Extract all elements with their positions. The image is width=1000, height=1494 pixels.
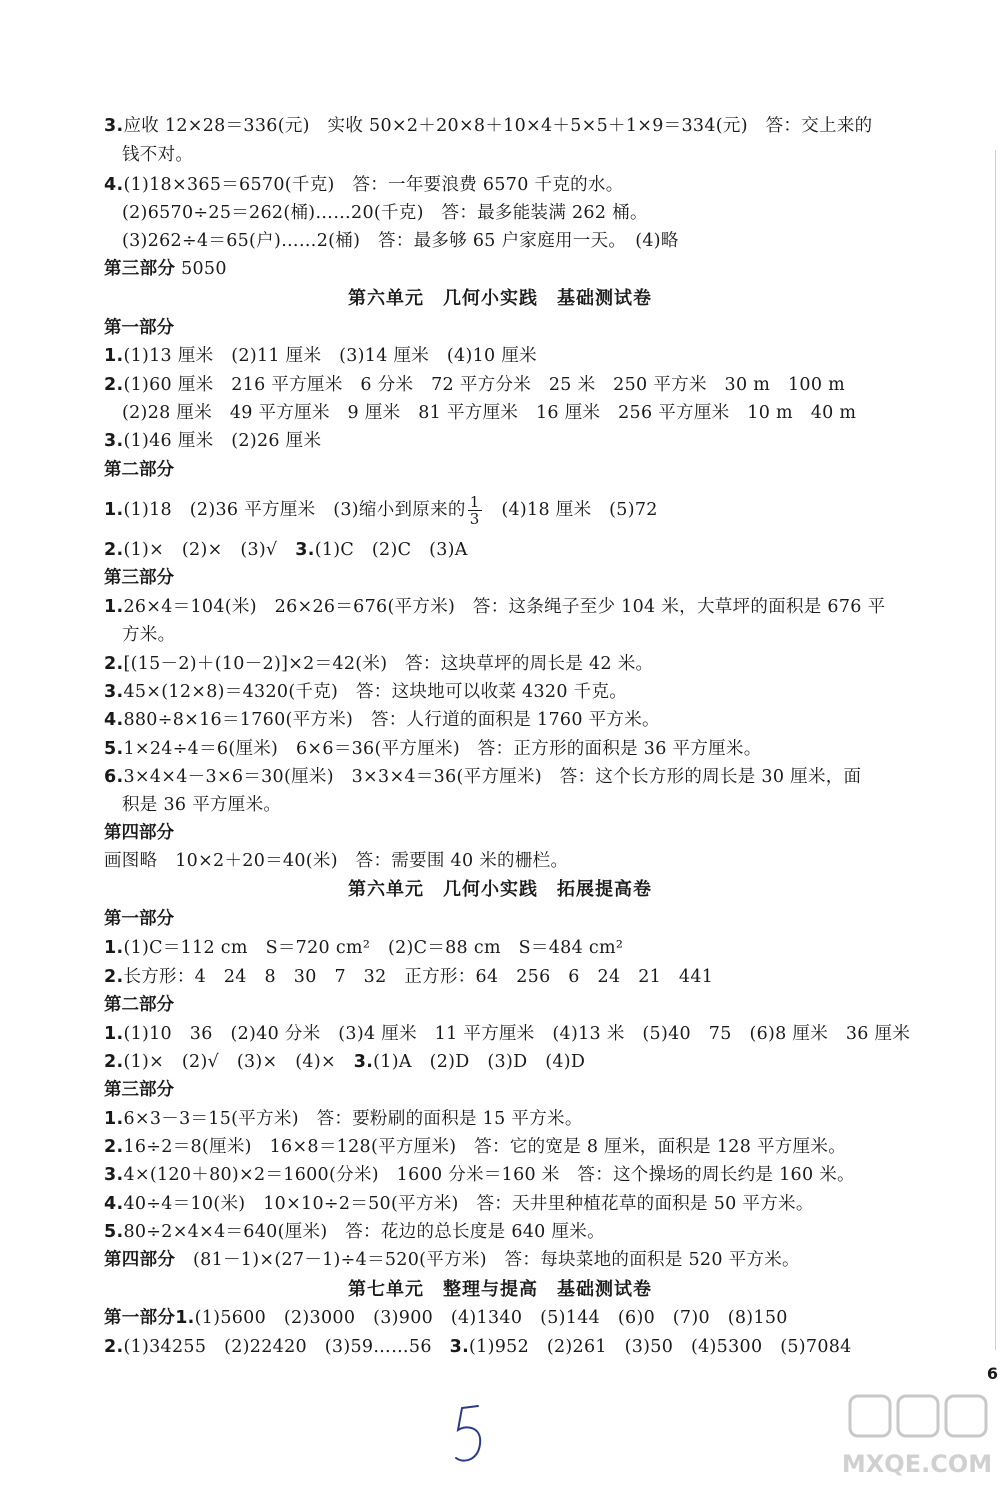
fraction: $\frac{1}{3}$ — [469, 493, 480, 528]
section-head: 第一部分 — [104, 909, 174, 929]
section-head: 第一部分 — [104, 318, 174, 338]
answer-line: 2.(1)× (2)× (3)√ 3.(1)C (2)C (3)A — [104, 540, 468, 560]
handwritten-mark — [448, 1400, 488, 1470]
section-head: 第二部分 — [104, 460, 174, 480]
answer-line: 积是 36 平方厘米。 — [122, 795, 282, 815]
section-head: 第三部分 — [104, 568, 174, 588]
section-head: 第二部分 — [104, 995, 174, 1015]
answer-line: 1.6×3－3＝15(平方米) 答：要粉刷的面积是 15 平方米。 — [104, 1109, 583, 1129]
answer-line: 2.[(15－2)＋(10－2)]×2＝42(米) 答：这块草坪的周长是 42 米。 — [104, 654, 654, 674]
answer-line: 4.(1)18×365＝6570(千克) 答：一年要浪费 6570 千克的水。 — [104, 175, 624, 195]
answer-line: 1.26×4＝104(米) 26×26＝676(平方米) 答：这条绳子至少 104 米，大草坪的面积是 676 平 — [104, 597, 886, 617]
answer-line: (2)6570÷25＝262(桶)……20(千克) 答：最多能装满 262 桶。 — [122, 203, 648, 223]
unit-title: 第六单元 几何小实践 拓展提高卷 — [348, 879, 652, 900]
answer-line: 4.880÷8×16＝1760(平方米) 答：人行道的面积是 1760 平方米。 — [104, 710, 660, 730]
watermark-logo — [842, 1390, 992, 1482]
answer-line: 钱不对。 — [122, 145, 194, 165]
section-head: 第四部分 — [104, 823, 174, 843]
answer-line: 1.(1)10 36 (2)40 分米 (3)4 厘米 11 平方厘米 (4)13 米 (5)40 75 (6)8 厘米 36 厘米 — [104, 1024, 911, 1044]
answer-line: 5.80÷2×4×4＝640(厘米) 答：花边的总长度是 640 厘米。 — [104, 1222, 605, 1242]
answer-line: (2)28 厘米 49 平方厘米 9 厘米 81 平方厘米 16 厘米 256 平方厘米 10 m 40 m — [122, 403, 857, 423]
answer-line: 第一部分1.(1)5600 (2)3000 (3)900 (4)1340 (5)144 (6)0 (7)0 (8)150 — [104, 1308, 788, 1328]
answer-line: 5.1×24÷4＝6(厘米) 6×6＝36(平方厘米) 答：正方形的面积是 36 平方厘米。 — [104, 739, 762, 759]
answer-line: 3.4×(120＋80)×2＝1600(分米) 1600 分米＝160 米 答：这个操场的周长约是 160 米。 — [104, 1165, 855, 1185]
answer-line: 1.(1)C＝112 cm S＝720 cm² (2)C＝88 cm S＝484 cm² — [104, 938, 624, 958]
unit-title: 第六单元 几何小实践 基础测试卷 — [348, 288, 652, 309]
answer-line: 2.(1)34255 (2)22420 (3)59……56 3.(1)952 (2)261 (3)50 (4)5300 (5)7084 — [104, 1337, 852, 1357]
answer-line: 6.3×4×4－3×6＝30(厘米) 3×3×4＝36(平方厘米) 答：这个长方形的周长是 30 厘米，面 — [104, 767, 862, 787]
unit-title: 第七单元 整理与提高 基础测试卷 — [348, 1279, 652, 1300]
answer-line: 2.16÷2＝8(厘米) 16×8＝128(平方厘米) 答：它的宽是 8 厘米，面积是 128 平方厘米。 — [104, 1137, 846, 1157]
section-head: 第三部分 — [104, 1080, 174, 1100]
answer-line: 4.40÷4＝10(米) 10×10÷2＝50(平方米) 答：天井里种植花草的面积是 50 平方米。 — [104, 1194, 814, 1214]
answer-line: 3.(1)46 厘米 (2)26 厘米 — [104, 431, 322, 451]
answer-line: 方米。 — [122, 625, 176, 645]
answer-line: 画图略 10×2＋20＝40(米) 答：需要围 40 米的栅栏。 — [104, 851, 569, 871]
page-number: 6 — [986, 1364, 998, 1383]
answer-line: 3.45×(12×8)＝4320(千克) 答：这块地可以收菜 4320 千克。 — [104, 682, 628, 702]
svg-text:MXQE.COM: MXQE.COM — [842, 1450, 992, 1478]
answer-line: 2.长方形：4 24 8 30 7 32 正方形：64 256 6 24 21 441 — [104, 967, 714, 987]
answer-line-fraction: 1.(1)18 (2)36 平方厘米 (3)缩小到原来的 $\frac{1}{3}$ (4)18 厘米 (5)72 — [104, 493, 658, 528]
answer-line: 第四部分 (81－1)×(27－1)÷4＝520(平方米) 答：每块菜地的面积是 520 平方米。 — [104, 1250, 800, 1270]
answer-line: 第三部分 5050 — [104, 259, 227, 279]
answer-line: (3)262÷4＝65(户)……2(桶) 答：最多够 65 户家庭用一天。 (4)略 — [122, 231, 679, 251]
answer-line: 2.(1)× (2)√ (3)× (4)× 3.(1)A (2)D (3)D (4)D — [104, 1052, 586, 1072]
margin-rule — [995, 150, 996, 1350]
answer-line: 1.(1)13 厘米 (2)11 厘米 (3)14 厘米 (4)10 厘米 — [104, 346, 537, 366]
answer-line: 3.应收 12×28＝336(元) 实收 50×2＋20×8＋10×4＋5×5＋1×9＝334(元) 答：交上来的 — [104, 116, 873, 136]
answer-line: 2.(1)60 厘米 216 平方厘米 6 分米 72 平方分米 25 米 250 平方米 30 m 100 m — [104, 375, 846, 395]
